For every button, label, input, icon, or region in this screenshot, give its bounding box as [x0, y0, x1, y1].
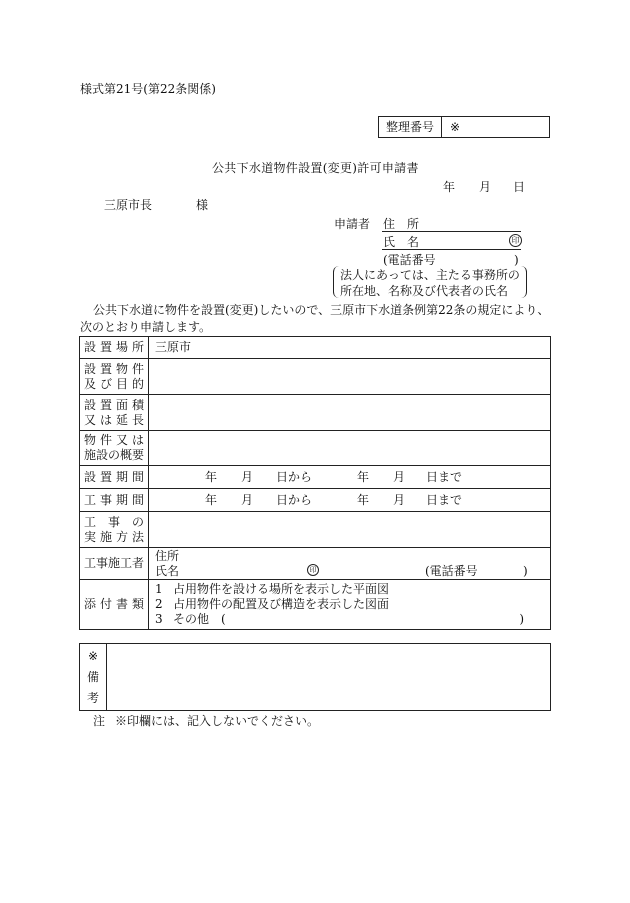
applicant-phone-label: (電話番号: [383, 253, 436, 267]
attachment-item-3-close: ): [519, 612, 524, 626]
contractor-seal: 印: [307, 564, 319, 576]
reference-number-value[interactable]: ※: [450, 120, 461, 134]
area-label: [80, 395, 149, 431]
attachment-item-1-text: 占用物件を設ける場所を表示した平面図: [173, 582, 390, 596]
summary-label-line2: 施設の概要: [84, 448, 145, 462]
remarks-label: [80, 644, 107, 711]
object-label-line1: 設置物件: [84, 361, 144, 376]
intro-line2: 次のとおり申請します。: [80, 320, 212, 334]
attachments-label: 添付書類: [80, 580, 149, 630]
attachment-item-2-number: 2: [155, 597, 163, 611]
area-value[interactable]: [149, 395, 551, 431]
application-table: [79, 336, 551, 630]
contractor-phone-label: (電話番号: [425, 563, 478, 578]
reference-number-box: [378, 116, 550, 138]
date-year: 年: [443, 180, 456, 194]
period-end-day: 日まで: [426, 469, 463, 484]
applicant-address-label: 住 所: [383, 217, 420, 231]
row-contractor: [80, 548, 551, 580]
attachments-value[interactable]: [149, 580, 551, 630]
date-day: 日: [513, 180, 526, 194]
summary-label-line1: 物件又は: [84, 433, 144, 447]
contractor-label: 工事施工者: [80, 548, 149, 580]
remarks-char1: 備: [86, 670, 99, 684]
remarks-char2: 考: [86, 691, 99, 705]
footnote-text: ※印欄には、記入しないでください。: [115, 714, 320, 728]
attachment-item-2: [155, 597, 544, 612]
row-area: [80, 395, 551, 431]
contractor-phone-close: ): [523, 563, 528, 578]
work-end-year: 年: [357, 492, 370, 507]
location-value[interactable]: 三原市: [149, 337, 551, 359]
contractor-name-label: 氏名: [155, 563, 180, 578]
area-label-line1: 設置面積: [84, 397, 144, 412]
document-title: 公共下水道物件設置(変更)許可申請書: [212, 161, 419, 175]
row-work-period: [80, 489, 551, 512]
contractor-address-label: 住所: [155, 548, 180, 563]
work-start-month: 月: [241, 492, 254, 507]
remarks-mark: ※: [87, 649, 99, 663]
method-label-line1: 工 事 の: [84, 514, 145, 529]
period-end-month: 月: [393, 469, 406, 484]
applicant-address-line[interactable]: [382, 231, 521, 232]
work-period-value[interactable]: [149, 489, 551, 512]
work-start-day: 日から: [276, 492, 313, 507]
remarks-value[interactable]: [107, 644, 551, 711]
summary-value[interactable]: [149, 431, 551, 466]
row-object: [80, 359, 551, 395]
summary-label: [80, 431, 149, 466]
attachment-item-2-text: 占用物件の配置及び構造を表示した図面: [173, 597, 390, 611]
attachment-item-3-number: 3: [155, 612, 163, 626]
attachment-item-1-number: 1: [155, 582, 163, 596]
period-start-month: 月: [241, 469, 254, 484]
method-label-line2: 実施方法: [84, 529, 144, 544]
attachment-item-1: [155, 582, 544, 597]
form-number: 様式第21号(第22条関係): [80, 82, 216, 96]
row-method: [80, 512, 551, 548]
date-month: 月: [479, 180, 492, 194]
period-end-year: 年: [357, 469, 370, 484]
row-location: [80, 337, 551, 359]
area-label-line2: 又は延長: [84, 412, 144, 427]
period-start-year: 年: [205, 469, 218, 484]
work-end-day: 日まで: [426, 492, 463, 507]
addressee-name: 三原市長: [104, 198, 153, 212]
applicant-label: 申請者: [334, 217, 371, 231]
work-end-month: 月: [393, 492, 406, 507]
footnote-label: 注: [93, 714, 106, 728]
installation-period-value[interactable]: [149, 466, 551, 489]
reference-number-label: 整理番号: [379, 117, 442, 137]
method-value[interactable]: [149, 512, 551, 548]
object-label-line2: 及び目的: [84, 376, 144, 391]
work-start-year: 年: [205, 492, 218, 507]
corporate-note-line1: 法人にあっては、主たる事務所の: [340, 268, 520, 282]
period-start-day: 日から: [276, 469, 313, 484]
intro-line1: 公共下水道に物件を設置(変更)したいので、三原市下水道条例第22条の規定により、: [93, 303, 550, 317]
location-label: 設置場所: [80, 337, 149, 359]
row-installation-period: [80, 466, 551, 489]
attachment-item-3-text: その他 (: [173, 612, 226, 626]
applicant-name-line[interactable]: [382, 249, 521, 250]
object-value[interactable]: [149, 359, 551, 395]
corporate-note-line2: 所在地、名称及び代表者の氏名: [340, 284, 509, 298]
contractor-value[interactable]: [149, 548, 551, 580]
method-label: [80, 512, 149, 548]
applicant-seal: 印: [509, 234, 522, 247]
object-label: [80, 359, 149, 395]
applicant-phone-close: ): [514, 253, 519, 267]
installation-period-label: 設置期間: [80, 466, 149, 489]
remarks-table: [79, 643, 551, 711]
work-period-label: 工事期間: [80, 489, 149, 512]
applicant-name-label: 氏 名: [383, 235, 420, 249]
attachment-item-3: [155, 612, 544, 627]
row-summary: [80, 431, 551, 466]
addressee-honorific: 様: [196, 198, 209, 212]
row-attachments: [80, 580, 551, 630]
